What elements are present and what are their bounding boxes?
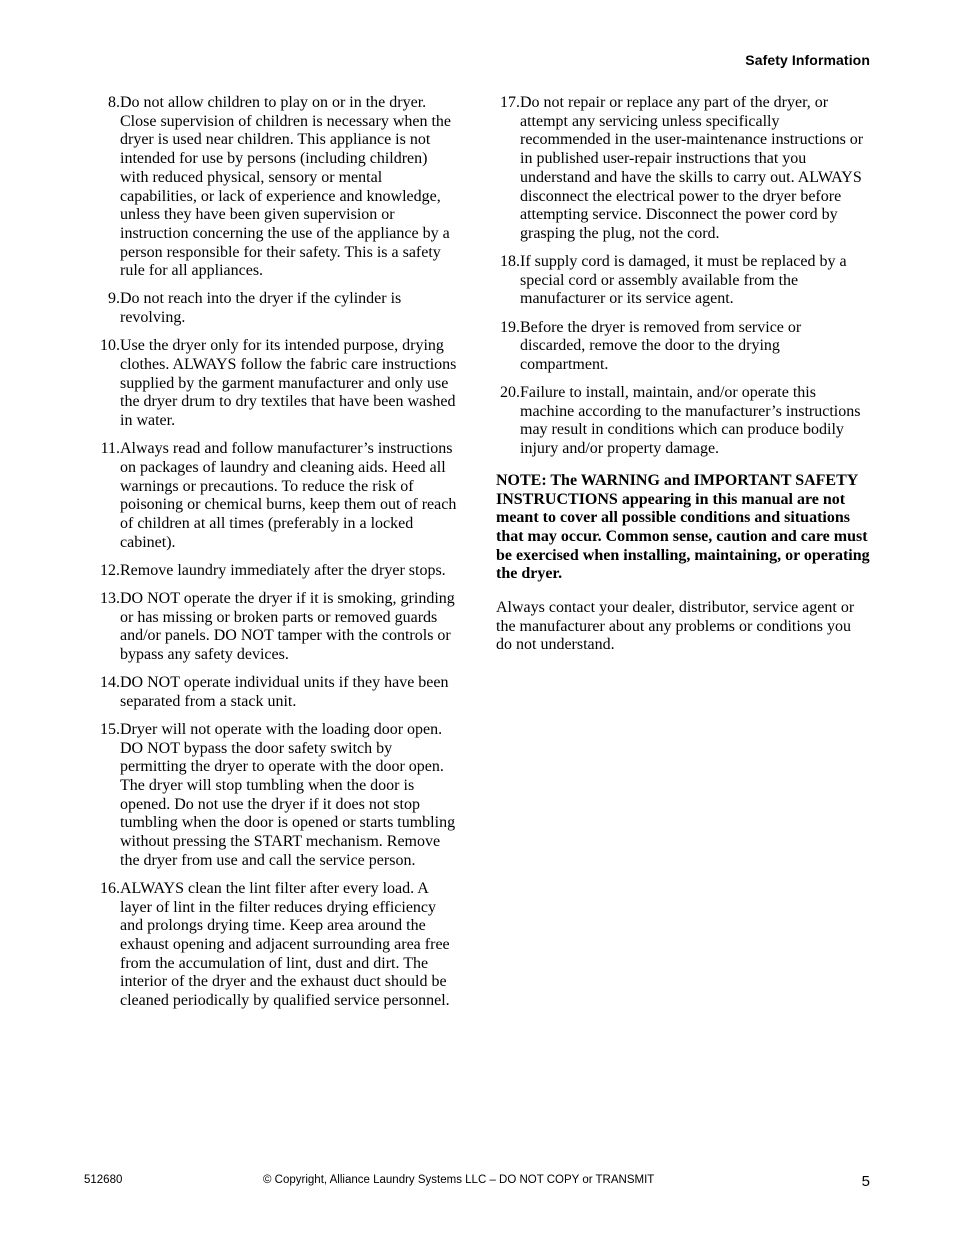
list-item-text: Before the dryer is removed from service or discarded, remove the door to the drying compartment. [520, 318, 802, 373]
list-item [484, 384, 870, 459]
list-item-number-text: 10. [100, 337, 120, 355]
list-item [84, 290, 458, 327]
contact-paragraph: Always contact your dealer, distributor, service agent or the manufacturer about any problems or conditions you do not understand. [496, 599, 855, 654]
list-item-text: If supply cord is damaged, it must be replaced by a special cord or assembly available from the manufacturer or its service agent. [520, 253, 847, 308]
list-item-number [84, 880, 120, 1011]
list-item-text: Failure to install, maintain, and/or operate this machine according to the manufacturer’s instructions may result in conditions which can produce bodily injury and/or property damage. [520, 384, 861, 458]
list-item-number-text: 11. [100, 440, 120, 458]
list-item [484, 319, 870, 375]
list-item-number-text: 8. [108, 94, 120, 111]
list-item-number-text: 16. [100, 879, 120, 897]
safety-note: NOTE: The WARNING and IMPORTANT SAFETY INSTRUCTIONS appearing in this manual are not meant to cover all possible conditions and situations that may occur. Common sense, caution and care must be exercised when installing, maintaining, or operating the dryer. [496, 471, 870, 583]
left-column [84, 94, 458, 1020]
safety-list-left [84, 94, 458, 1011]
list-item [484, 94, 870, 244]
list-item-number-text: 14. [100, 674, 120, 692]
list-item [484, 253, 870, 309]
list-item-number-text: 18. [500, 253, 520, 271]
list-item-text: DO NOT operate individual units if they have been separated from a stack unit. [120, 674, 449, 710]
list-item-number-text: 9. [108, 290, 120, 308]
list-item-number-text: 12. [100, 561, 120, 579]
list-item-number [84, 674, 120, 711]
list-item [84, 440, 458, 552]
list-item [84, 674, 458, 711]
list-item-text: Do not reach into the dryer if the cylinder is revolving. [120, 290, 402, 327]
list-item-number-text: 20. [500, 384, 520, 402]
list-item-text: Remove laundry immediately after the dryer stops. [120, 561, 446, 579]
list-item-text: Use the dryer only for its intended purpose, drying clothes. ALWAYS follow the fabric care instructions supplied by the garment manufacturer and only use the dryer drum to dry textiles that have been washed in water. [120, 337, 457, 430]
list-item-number-text: 13. [100, 589, 120, 607]
list-item-number [84, 590, 120, 665]
list-item-number [84, 721, 120, 871]
list-item [84, 94, 458, 281]
list-item [84, 562, 458, 581]
list-item-text: Do not repair or replace any part of the dryer, or attempt any servicing unless specifically recommended in the user-maintenance instructions or in published user-repair instructions that you understand and have the skills to carry out. ALWAYS disconnect the electrical power to the dryer before attempting service. Disconnect the power cord by grasping the plug, not the cord. [520, 94, 864, 242]
list-item-text: Dryer will not operate with the loading door open. DO NOT bypass the door safety switch by permitting the dryer to operate with the door open. The dryer will stop tumbling when the door is opened. Do not use the dryer if it does not stop tumbling when the door is opened or starts tumbling without pressing the START mechanism. Remove the dryer from use and call the service person. [120, 720, 456, 869]
list-item-number [84, 94, 120, 281]
list-item-number [484, 319, 520, 375]
document-number: 512680 [84, 1174, 123, 1186]
list-item-number [84, 337, 120, 431]
list-item-number [84, 440, 120, 552]
list-item [84, 721, 458, 871]
list-item-number [84, 290, 120, 327]
list-item-number [484, 94, 520, 244]
safety-list-right [484, 94, 870, 459]
list-item-number-text: 15. [100, 720, 120, 738]
list-item [84, 337, 458, 431]
page-number: 5 [861, 1173, 870, 1190]
list-item-text: Do not allow children to play on or in the dryer. Close supervision of children is necessary when the dryer is used near children. This appliance is not intended for use by persons (including children) with reduced physical, sensory or mental capabilities, or lack of experience and knowledge, unless they have been given supervision or instruction concerning the use of the appliance by a person responsible for their safety. This is a safety rule for all appliances. [120, 94, 452, 280]
list-item-number-text: 17. [500, 94, 520, 111]
right-column [496, 94, 870, 655]
list-item-number [484, 253, 520, 309]
list-item-text: DO NOT operate the dryer if it is smoking, grinding or has missing or broken parts or removed guards and/or panels. DO NOT tamper with the controls or bypass any safety devices. [120, 589, 455, 663]
list-item-number [84, 562, 120, 581]
copyright-notice: © Copyright, Alliance Laundry Systems LLC – DO NOT COPY or TRANSMIT [263, 1174, 655, 1186]
list-item-number-text: 19. [500, 318, 520, 336]
list-item [84, 880, 458, 1011]
list-item-text: ALWAYS clean the lint filter after every load. A layer of lint in the filter reduces drying efficiency and prolongs drying time. Keep area around the exhaust opening and adjacent surrounding area free from the accumulation of lint, dust and dirt. The interior of the dryer and the exhaust duct should be cleaned periodically by qualified service personnel. [120, 879, 450, 1010]
list-item-number [484, 384, 520, 459]
list-item-text: Always read and follow manufacturer’s instructions on packages of laundry and cleaning aids. Heed all warnings or precautions. To reduce the risk of poisoning or chemical burns, keep them out of reach of children at all times (preferably in a locked cabinet). [120, 440, 457, 551]
section-title: Safety Information [745, 52, 870, 68]
list-item [84, 590, 458, 665]
